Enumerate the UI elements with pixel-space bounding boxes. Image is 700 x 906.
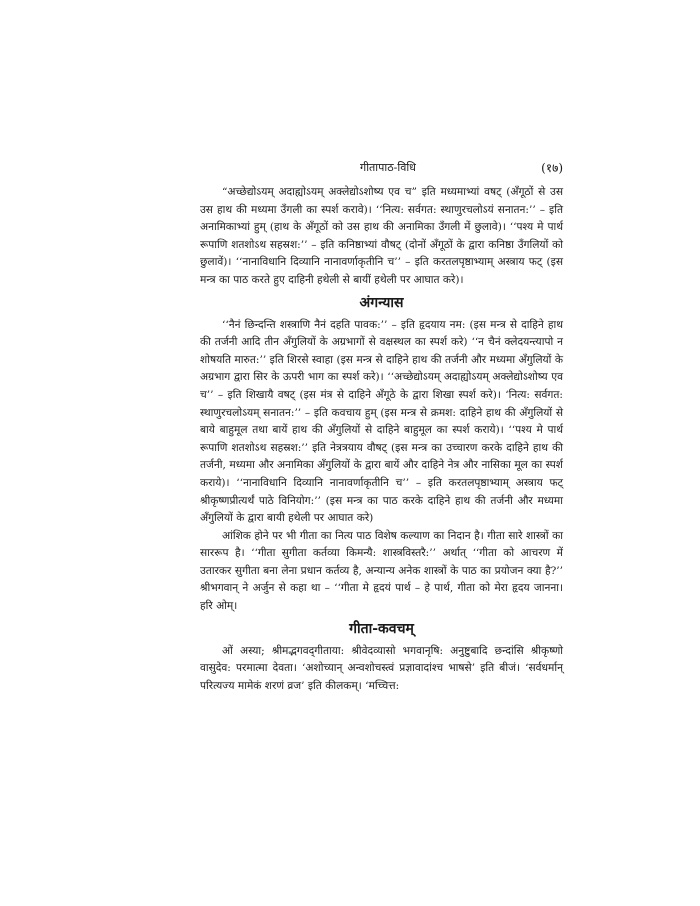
page-header <box>200 160 563 180</box>
paragraph-karanyas-end: “अच्छेद्योऽयम् अदाह्योऽयम् अक्लेद्योऽशोष्य एव च” इति मध्यमाभ्यां वषट् (अँगूठों से उस उस हाथ की मध्यमा उँगली का स्पर्श करावे)। ‘‘नित्य: सर्वगत: स्थाणुरचलोऽयं सनातन:’’ – इति अनामिकाभ्यां हुम् (हाथ के अँगूठों को उस हाथ की अनामिका उँगली में छुलावे)। ‘‘पश्य मे पार्थ रूपाणि शतशोऽथ सहस्रश:’’ – इति कनिष्ठाभ्यां वौषट् (दोनों अँगूठों के द्वारा कनिष्ठा उँगलियों को छुलावें)। ‘‘नानाविधानि दिव्यानि नानावर्णाकृतीनि च’’ – इति करतलपृष्ठाभ्याम् अस्त्राय फट् (इस मन्त्र का पाठ करते हुए दाहिनी हथेली से बायीं हथेली पर आघात करे)। <box>200 186 563 286</box>
running-title: गीतापाठ-विधि <box>360 161 416 174</box>
heading-anganyas: अंगन्यास <box>359 294 404 311</box>
heading-gita-kavacham: गीता-कवचम् <box>349 620 414 637</box>
paragraph-gita-importance: आंशिक होने पर भी गीता का नित्य पाठ विशेष कल्याण का निदान है। गीता सारे शास्त्रों का साररूप है। ‘‘गीता सुगीता कर्तव्या किमन्यै: शास्त्रविस्तरै:’’ अर्थात् ‘‘गीता को आचरण में उतारकर सुगीता बना लेना प्रधान कर्तव्य है, अन्यान्य अनेक शास्त्रों के पाठ का प्रयोजन क्या है?’’ श्रीभगवान् ने अर्जुन से कहा था – ‘‘गीता मे हृदयं पार्थ – हे पार्थ, गीता को मेरा हृदय जानना। हरि ओम्। <box>200 529 563 613</box>
page-body <box>200 184 563 695</box>
paragraph-kavacham: ओं अस्या; श्रीमद्भगवद्‌गीताया: श्रीवेदव्यासो भगवानृषि: अनुष्टुबादि छन्दांसि श्रीकृष्णो वासुदेव: परमात्मा देवता। ‘अशोच्यान् अन्वशोचस्त्वं प्रज्ञावादांश्च भाषसे’ इति बीजं। ‘सर्वधर्मान् परित्यज्य मामेकं शरणं व्रज’ इति कीलकम्। ‘मच्चित्त: <box>200 644 563 692</box>
paragraph-anganyas: ‘‘नैनं छिन्दन्ति शस्त्राणि नैनं दहति पावक:’’ – इति हृदयाय नम: (इस मन्त्र से दाहिने हाथ की तर्जनी आदि तीन अँगुलियों के अग्रभागों से वक्षस्थल का स्पर्श करे) ‘‘न चैनं क्लेदयन्त्यापो न शोषयति मारुत:’’ इति शिरसे स्वाहा (इस मन्त्र से दाहिने हाथ की तर्जनी और मध्यमा अँगुलियों के अग्रभाग द्वारा सिर के ऊपरी भाग का स्पर्श करे)। ‘‘अच्छेद्योऽयम् अदाह्योऽयम् अक्लेद्योऽशोष्य एव च’’ – इति शिखायै वषट् (इस मंत्र से दाहिने अँगूठे के द्वारा शिखा स्पर्श करे)। ‘नित्य: सर्वगत: स्थाणुरचलोऽयम् सनातन:’’ – इति कवचाय हुम् (इस मन्त्र से क्रमश: दाहिने हाथ की अँगुलियों से बाये बाहुमूल तथा बायें हाथ की अँगुलियों से दाहिने बाहुमूल का स्पर्श कराये)। ‘‘पश्य मे पार्थ रूपाणि शतशोऽथ सहस्रश:’’ इति नेत्रत्रयाय वौषट् (इस मन्त्र का उच्चारण करके दाहिने हाथ की तर्जनी, मध्यमा और अनामिका अँगुलियों के द्वारा बायें और दाहिने नेत्र और नासिका मूल का स्पर्श कराये)। ‘‘नानाविधानि दिव्यानि नानावर्णाकृतीनि च’’ – इति करतलपृष्ठाभ्याम् अस्त्राय फट् श्रीकृष्णप्रीत्यर्थं पाठे विनियोग:’’ (इस मन्त्र का पाठ करके दाहिने हाथ की तर्जनी और मध्यमा अँगुलियों के द्वारा बायी हथेली पर आघात करे) <box>200 318 563 525</box>
page-number: (१७) <box>541 161 563 175</box>
